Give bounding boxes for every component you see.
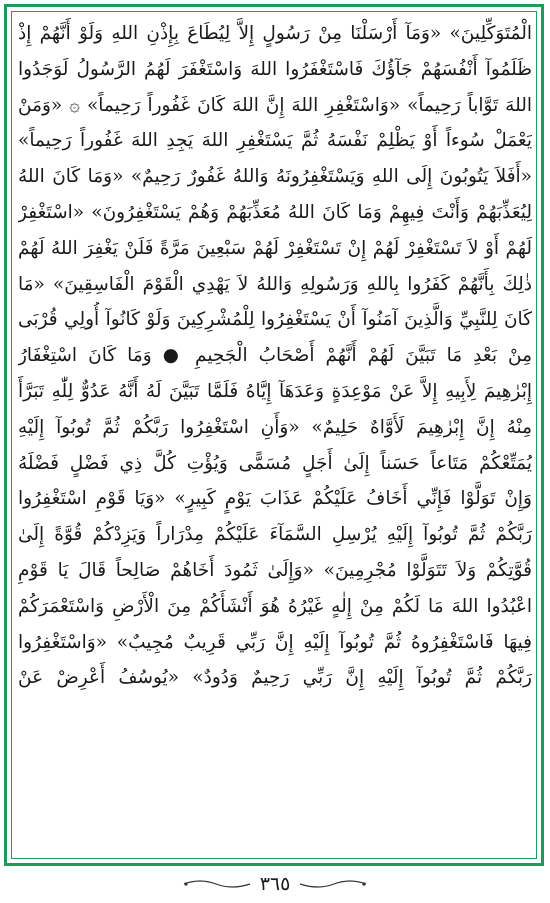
page-text-block (18, 16, 532, 854)
text-line-15: رَبَّكُمْ ثُمَّ تُوبُوآ إِلَيْهِ يُرْسِلِ السَّمَآءَ عَلَيْكُمْ مِدْرَاراً وَيَزِدْكُمْ قُوَّةً إِلَىٰ (18, 524, 532, 546)
text-line-7: لَهُمْ أَوْ لاَ تَسْتَغْفِرْ لَهُمْ إِنْ تَسْتَغْفِرْ لَهُمْ سَبْعِينَ مَرَّةً فَلَنْ يَغْفِرَ اللهُ لَهُمْ (18, 237, 532, 259)
text-line-6: لِيُعَذِّبَهُمْ وَأَنْتَ فِيهِمْ وَمَا كَانَ اللهُ مُعَذِّبَهُمْ وَهُمْ يَسْتَغْفِرُونَ» «اسْتَغْفِرْ (18, 201, 532, 223)
text-line-4: يَعْمَلْ سُوءاً أَوْ يَظْلِمْ نَفْسَهُ ثُمَّ يَسْتَغْفِرِ اللهَ يَجِدِ اللهَ غَفُوراً رَحِيماً» (18, 130, 532, 152)
text-line-5: «أَفَلاَ يَتُوبُونَ إِلَى اللهِ وَيَسْتَغْفِرُونَهُ وَاللهُ غَفُورٌ رَحِيمٌ» «وَمَا كَانَ اللهُ (18, 166, 532, 188)
text-line-10: مِنْ بَعْدِ مَا تَبَيَّنَ لَهُمْ أَنَّهُمْ أَصْحَابُ الْجَحِيمِ ● وَمَا كَانَ اسْتِغْفَارُ (18, 345, 532, 367)
page-number: ٣٦٥ (259, 873, 291, 895)
text-line-18: فِيهَا فَاسْتَغْفِرُوهُ ثُمَّ تُوبُوآ إِلَيْهِ إِنَّ رَبِّي قَرِيبٌ مُجِيبٌ» «وَاسْتَغْفِرُوا (18, 631, 532, 653)
text-line-14: وَإِنْ تَوَلَّوْا فَإِنِّي أَخَافُ عَلَيْكُمْ عَذَابَ يَوْمٍ كَبِيرٍ» «وَيَا قَوْمِ اسْتَغْفِرُوا (18, 488, 532, 510)
text-line-12: مِنْهُ إِنَّ إِبْرٰهِيمَ لَأَوَّاهٌ حَلِيمٌ» «وَأَنِ اسْتَغْفِرُوا رَبَّكُمْ ثُمَّ تُوبُوآ إِلَيْهِ (18, 416, 532, 438)
text-line-8: ذٰلِكَ بِأَنَّهُمْ كَفَرُوا بِاللهِ وَرَسُولِهِ وَاللهُ لاَ يَهْدِي الْقَوْمَ الْفَاسِقِينَ» «مَا (18, 273, 532, 295)
text-line-2: ظَلَمُوآ أَنْفُسَهُمْ جَآؤُكَ فَاسْتَغْفَرُوا اللهَ وَاسْتَغْفَرَ لَهُمُ الرَّسُولُ لَوَجَدُوا (18, 58, 532, 80)
text-line-16: قُوَّتِكُمْ وَلاَ تَتَوَلَّوْا مُجْرِمِينَ» «وَإِلَىٰ ثَمُودَ أَخَاهُمْ صَالِحاً قَالَ يَا قَوْمِ (18, 559, 532, 581)
text-line-17: اعْبُدُوا اللهَ مَا لَكُمْ مِنْ إِلٰهٍ غَيْرُهُ هُوَ أَنْشَأَكُمْ مِنَ الْأَرْضِ وَاسْتَعْمَرَكُمْ (18, 595, 532, 617)
text-line-1: الْمُتَوَكِّلِينَ» «وَمَآ أَرْسَلْنَا مِنْ رَسُولٍ إِلاَّ لِيُطَاعَ بِإِذْنِ اللهِ وَلَوْ أَنَّهُمْ إِذْ (18, 23, 532, 44)
footer-ornament-left-icon (182, 877, 252, 891)
text-line-11: إِبْرٰهِيمَ لِأَبِيهِ إِلاَّ عَنْ مَوْعِدَةٍ وَعَدَهَآ إِيَّاهُ فَلَمَّا تَبَيَّنَ لَهُ أَنَّهُ عَدُوٌّ لِلّٰهِ تَبَرَّأَ (18, 380, 532, 402)
text-line-13: يُمَتِّعْكُمْ مَتَاعاً حَسَناً إِلَىٰ أَجَلٍ مُسَمًّى وَيُؤْتِ كُلَّ ذِي فَضْلٍ فَضْلَهُ (18, 452, 532, 474)
text-line-3: اللهَ تَوَّاباً رَحِيماً» «وَاسْتَغْفِرِ اللهَ إِنَّ اللهَ كَانَ غَفُوراً رَحِيماً» ۞ «وَمَنْ (18, 94, 532, 116)
text-line-9: كَانَ لِلنَّبِيِّ وَالَّذِينَ آمَنُوآ أَنْ يَسْتَغْفِرُوا لِلْمُشْرِكِينَ وَلَوْ كَانُوآ أُولِي قُرْبَى (18, 309, 532, 331)
page-footer (0, 870, 550, 898)
footer-ornament-right-icon (298, 877, 368, 891)
text-line-19: رَبَّكُمْ ثُمَّ تُوبُوآ إِلَيْهِ إِنَّ رَبِّي رَحِيمٌ وَدُودٌ» «يُوسُفُ أَعْرِضْ عَنْ (18, 667, 532, 689)
